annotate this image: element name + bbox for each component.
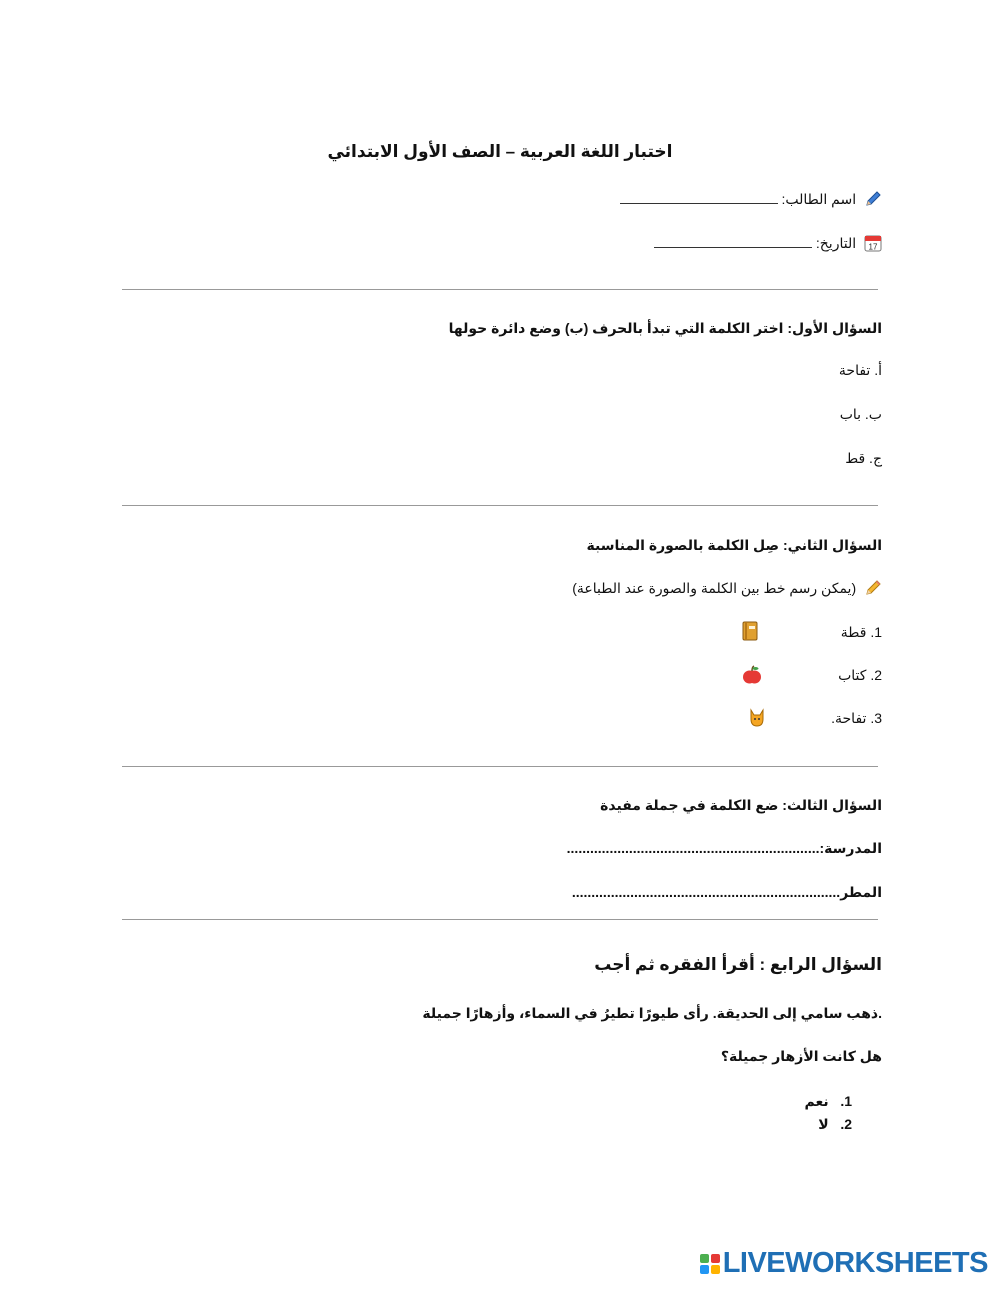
- calendar-day: 17: [868, 242, 878, 252]
- divider: [122, 505, 878, 506]
- divider: [122, 766, 878, 767]
- match-word-3[interactable]: [831, 710, 882, 727]
- q4-answer-2-text: لا: [818, 1116, 829, 1132]
- date-field[interactable]: [654, 247, 812, 248]
- match-word-2-num: 2.: [870, 667, 882, 683]
- match-word-2-text: كتاب: [838, 667, 867, 683]
- pencil-icon: [864, 579, 882, 600]
- q4-answer-1-num: 1.: [840, 1093, 852, 1109]
- match-word-1-num: 1.: [870, 624, 882, 640]
- cat-icon[interactable]: [747, 708, 767, 733]
- logo-grid-cell: [700, 1265, 709, 1274]
- q2-note: (يمكن رسم خط بين الكلمة والصورة عند الطباعة): [572, 580, 857, 597]
- match-word-1[interactable]: [841, 624, 882, 641]
- divider: [122, 289, 878, 290]
- pen-icon: [864, 190, 882, 211]
- logo-grid-icon: [700, 1254, 720, 1274]
- logo-text: LIVEWORKSHEETS: [722, 1247, 988, 1279]
- page-title: اختبار اللغة العربية – الصف الأول الابتدائي: [327, 142, 673, 161]
- book-icon[interactable]: [740, 621, 760, 646]
- logo-grid-cell: [711, 1254, 720, 1263]
- q3-line-1: [567, 840, 882, 857]
- student-name-label: اسم الطالب:: [781, 191, 857, 208]
- q4-answer-2-num: 2.: [840, 1116, 852, 1132]
- q4-passage: .ذهب سامي إلى الحديقة. رأى طيورًا تطيرُ في السماء، وأزهارًا جميلة: [422, 1005, 882, 1021]
- student-name-row: [620, 190, 882, 211]
- logo-grid-cell: [700, 1254, 709, 1263]
- match-word-3-num: 3.: [870, 710, 882, 726]
- apple-icon[interactable]: [742, 665, 762, 690]
- q2-prompt: السؤال الثاني: صِل الكلمة بالصورة المناسبة: [586, 537, 882, 553]
- divider: [122, 919, 878, 920]
- q3-answer-2[interactable]: .....................................................................: [571, 884, 841, 900]
- q1-option-c[interactable]: ج. قط: [845, 450, 882, 466]
- student-name-field[interactable]: [620, 203, 778, 204]
- match-word-2[interactable]: [838, 667, 882, 684]
- q4-answer-2[interactable]: [818, 1116, 852, 1133]
- calendar-icon: [864, 234, 882, 255]
- q1-option-b[interactable]: ب. باب: [839, 406, 882, 422]
- date-label: التاريخ:: [815, 235, 857, 252]
- match-word-3-text: تفاحة.: [831, 710, 867, 726]
- q3-word-1: المدرسة:: [819, 840, 882, 856]
- q3-answer-1[interactable]: .................................................................: [566, 840, 820, 856]
- q2-note-row: [572, 579, 882, 600]
- q1-prompt: السؤال الأول: اختر الكلمة التي تبدأ بالحرف (ب) وضع دائرة حولها: [448, 320, 882, 336]
- q3-word-2: المطر: [840, 884, 882, 900]
- q4-question: هل كانت الأزهار جميلة؟: [720, 1048, 882, 1064]
- q4-prompt: السؤال الرابع : أقرأ الفقره ثم أجب: [594, 955, 882, 974]
- date-row: [654, 234, 882, 255]
- q3-prompt: السؤال الثالث: ضع الكلمة في جملة مفيدة: [600, 797, 882, 813]
- q3-line-2: [572, 884, 882, 901]
- q4-answer-1-text: نعم: [804, 1093, 829, 1109]
- logo-grid-cell: [711, 1265, 720, 1274]
- q4-answer-1[interactable]: [805, 1093, 853, 1110]
- match-word-1-text: قطة: [840, 624, 867, 640]
- liveworksheets-logo: [700, 1247, 988, 1280]
- q1-option-a[interactable]: أ. تفاحة: [838, 362, 882, 378]
